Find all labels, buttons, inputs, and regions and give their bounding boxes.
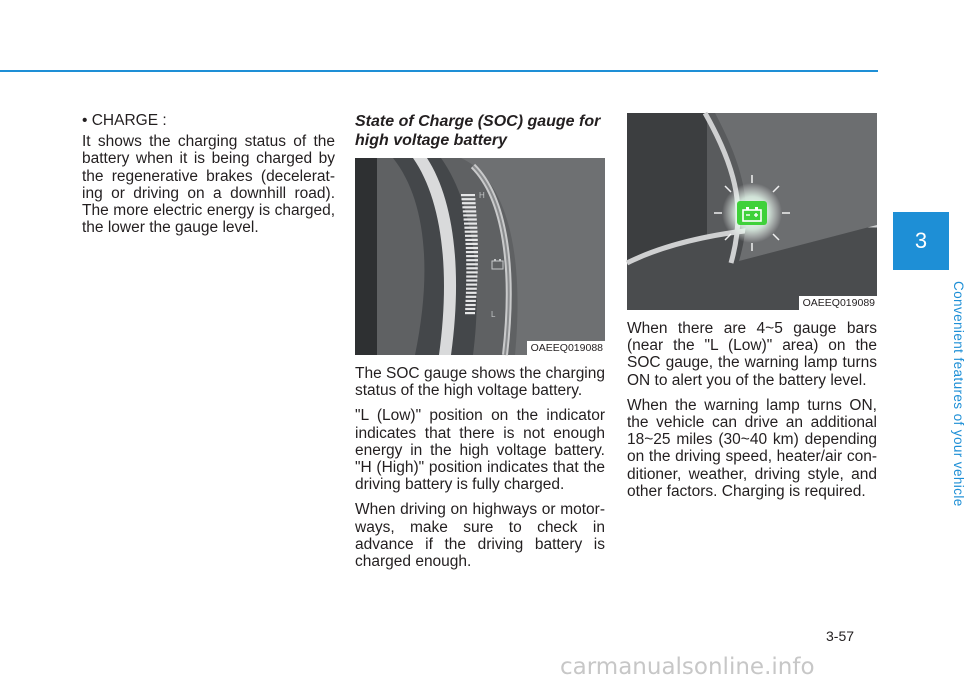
header-rule bbox=[0, 70, 878, 72]
soc-gauge-bar bbox=[466, 288, 477, 290]
soc-paragraph-1: The SOC gauge shows the charging status of the high voltage battery. bbox=[355, 365, 605, 400]
soc-gauge-bar bbox=[465, 312, 475, 314]
soc-gauge-bar bbox=[466, 296, 477, 298]
soc-gauge-bar bbox=[466, 247, 478, 249]
soc-gauge-bar bbox=[466, 267, 478, 269]
right-column bbox=[627, 112, 877, 508]
chapter-title: Convenient features of your vehicle bbox=[951, 281, 966, 507]
chapter-number-tab: 3 bbox=[893, 212, 949, 270]
soc-gauge-bar bbox=[466, 300, 476, 302]
soc-gauge-bar bbox=[466, 284, 477, 286]
middle-column bbox=[355, 112, 605, 578]
soc-gauge-bar bbox=[462, 198, 476, 200]
left-column bbox=[82, 112, 335, 244]
soc-gauge-bar bbox=[465, 235, 478, 237]
soc-gauge-bar bbox=[466, 243, 478, 245]
soc-gauge-bar bbox=[464, 227, 477, 229]
soc-gauge-bar bbox=[466, 255, 478, 257]
soc-gauge-bar bbox=[461, 194, 475, 196]
soc-gauge-bar bbox=[464, 223, 477, 225]
soc-gauge-bar bbox=[465, 308, 475, 310]
soc-gauge-illustration bbox=[355, 158, 605, 355]
soc-gauge-bar bbox=[466, 279, 477, 281]
figure-code-warning-lamp: OAEEQ019089 bbox=[799, 296, 877, 310]
charge-bullet-label: • CHARGE : bbox=[82, 112, 167, 129]
warning-paragraph-1: When there are 4~5 gauge bars (near the "L (Low)" area) on the SOC gauge, the warning lamp turns ON to alert you of the battery level. bbox=[627, 320, 877, 389]
figure-code-soc-gauge: OAEEQ019088 bbox=[527, 341, 605, 355]
warning-lamp-illustration bbox=[627, 113, 877, 310]
soc-paragraph-3: When driving on highways or motor-ways, make sure to check in advance if the driving battery is charged enough. bbox=[355, 501, 605, 571]
soc-section-heading: State of Charge (SOC) gauge for high voltage battery bbox=[355, 113, 601, 149]
soc-gauge-bar bbox=[465, 304, 475, 306]
soc-gauge-bar bbox=[465, 239, 478, 241]
gauge-high-label: H bbox=[479, 191, 485, 200]
soc-gauge-bar bbox=[463, 214, 476, 216]
soc-gauge-bar bbox=[466, 263, 478, 265]
charge-description: It shows the charging status of the battery when it is being charged by the regenerative brakes (decelerat-ing or driving on a downhill road). The more electric energy is charged, the lower the gauge level. bbox=[82, 133, 335, 237]
soc-gauge-bar bbox=[466, 275, 477, 277]
warning-paragraph-2: When the warning lamp turns ON, the vehicle can drive an additional 18~25 miles (30~40 km) depending on the driving speed, heater/air con-ditioner, weather, driving style, and other factors. Charging is required. bbox=[627, 396, 877, 500]
watermark-text: carmanualsonline.info bbox=[560, 654, 815, 680]
soc-gauge-bar bbox=[466, 259, 478, 261]
soc-gauge-figure bbox=[355, 158, 605, 355]
page-number: 3-57 bbox=[826, 628, 855, 644]
gauge-low-label: L bbox=[491, 310, 496, 319]
soc-paragraph-2: "L (Low)" position on the indicator indicates that there is not enough energy in the high voltage battery. "H (High)" position indicates that the driving battery is fully charged. bbox=[355, 407, 605, 494]
warning-lamp-figure bbox=[627, 113, 877, 310]
soc-gauge-bar bbox=[466, 292, 477, 294]
soc-gauge-bar bbox=[466, 271, 477, 273]
soc-gauge-bar bbox=[465, 231, 478, 233]
soc-gauge-bar bbox=[463, 210, 476, 212]
soc-gauge-bar bbox=[466, 251, 478, 253]
soc-gauge-bar bbox=[462, 202, 476, 204]
soc-gauge-bar bbox=[464, 218, 477, 220]
soc-gauge-bar bbox=[462, 206, 476, 208]
